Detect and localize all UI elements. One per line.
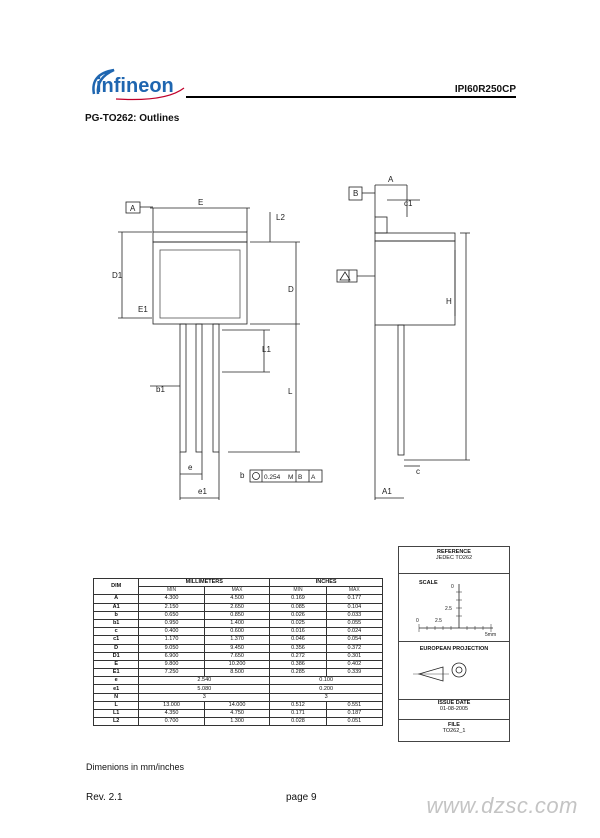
file-section xyxy=(399,719,509,741)
mm-max-cell: 9.450 xyxy=(204,644,270,652)
tol-m: M xyxy=(288,474,294,481)
table-header-row xyxy=(94,579,383,587)
in-min-cell: 0.026 xyxy=(270,611,326,619)
mm-max-cell: 4.500 xyxy=(204,595,270,603)
mm-min-cell: 7.250 xyxy=(139,669,205,677)
dim-cell: A1 xyxy=(94,603,139,611)
table-row xyxy=(94,677,383,685)
reference-box xyxy=(398,546,510,742)
mm-span-cell: 2.540 xyxy=(139,677,270,685)
scale-tick-25-top: 2.5 xyxy=(445,606,452,612)
mm-max-cell: 1.400 xyxy=(204,619,270,627)
label-e: e xyxy=(188,463,193,472)
in-max-cell: 0.187 xyxy=(326,710,382,718)
dim-cell: E xyxy=(94,660,139,668)
label-c1: c1 xyxy=(404,199,413,208)
dim-cell: b1 xyxy=(94,619,139,627)
table-row xyxy=(94,718,383,726)
dim-cell: L2 xyxy=(94,718,139,726)
scale-section xyxy=(399,573,509,641)
in-max-cell: 0.551 xyxy=(326,701,382,709)
dim-cell: D1 xyxy=(94,652,139,660)
mm-max-cell: 0.600 xyxy=(204,628,270,636)
section-title: PG-TO262: Outlines xyxy=(85,113,180,124)
tol-a: A xyxy=(311,474,316,481)
table-row xyxy=(94,595,383,603)
issue-section xyxy=(399,699,509,719)
dim-cell: N xyxy=(94,693,139,701)
mm-max-cell: 1.370 xyxy=(204,636,270,644)
table-row xyxy=(94,693,383,701)
in-min-cell: 0.386 xyxy=(270,660,326,668)
datum-b-label: B xyxy=(353,189,359,198)
in-max-cell: 0.051 xyxy=(326,718,382,726)
in-header: INCHES xyxy=(270,579,383,587)
file-value: TO262_1 xyxy=(442,728,466,734)
reference-value: JEDEC TO262 xyxy=(435,555,473,561)
label-L: L xyxy=(288,387,293,396)
part-number: IPI60R250CP xyxy=(454,84,516,95)
table-row xyxy=(94,603,383,611)
revision: Rev. 2.1 xyxy=(86,792,123,803)
mm-min-cell: 9.800 xyxy=(139,660,205,668)
mm-min-cell: 9.050 xyxy=(139,644,205,652)
watermark: www.dzsc.com xyxy=(426,793,578,818)
mm-max-cell: 14.000 xyxy=(204,701,270,709)
label-E: E xyxy=(198,198,204,207)
package-inner xyxy=(160,250,240,318)
dimensions-table xyxy=(93,578,383,726)
tab-top xyxy=(153,232,247,242)
sub-in-min: MIN xyxy=(270,587,326,595)
dim-cell: e xyxy=(94,677,139,685)
reference-section xyxy=(399,549,509,573)
mm-span-cell: 5.080 xyxy=(139,685,270,693)
in-min-cell: 0.285 xyxy=(270,669,326,677)
dim-cell: c1 xyxy=(94,636,139,644)
mm-min-cell: 6.900 xyxy=(139,652,205,660)
dim-cell: b xyxy=(94,611,139,619)
projection-section xyxy=(399,641,509,699)
in-min-cell: 0.171 xyxy=(270,710,326,718)
in-max-cell: 0.402 xyxy=(326,660,382,668)
mm-max-cell: 2.650 xyxy=(204,603,270,611)
tolerance-value: 0.254 xyxy=(264,474,281,481)
mm-min-cell: 4.300 xyxy=(139,595,205,603)
label-c: c xyxy=(416,467,420,476)
sub-mm-min: MIN xyxy=(139,587,205,595)
side-tab xyxy=(375,217,387,233)
in-max-cell: 0.339 xyxy=(326,669,382,677)
table-row xyxy=(94,628,383,636)
mm-max-cell: 8.500 xyxy=(204,669,270,677)
mm-max-cell: 4.750 xyxy=(204,710,270,718)
dim-cell: L xyxy=(94,701,139,709)
dim-cell: E1 xyxy=(94,669,139,677)
label-D1: D1 xyxy=(112,271,123,280)
in-max-cell: 0.301 xyxy=(326,652,382,660)
scale-tick-25-left: 2.5 xyxy=(435,618,442,624)
in-min-cell: 0.356 xyxy=(270,644,326,652)
dim-cell: D xyxy=(94,644,139,652)
label-D: D xyxy=(288,285,294,294)
reference-label: REFERENCE xyxy=(437,549,471,555)
in-max-cell: 0.104 xyxy=(326,603,382,611)
label-b1: b1 xyxy=(156,385,165,394)
dim-cell: c xyxy=(94,628,139,636)
mm-max-cell: 1.300 xyxy=(204,718,270,726)
projection-label: EUROPEAN PROJECTION xyxy=(419,646,489,652)
package-body xyxy=(153,242,247,324)
lead-right xyxy=(213,324,219,452)
dim-cell: L1 xyxy=(94,710,139,718)
in-min-cell: 0.272 xyxy=(270,652,326,660)
table-row xyxy=(94,685,383,693)
lead-left xyxy=(180,324,186,452)
sub-mm-max: MAX xyxy=(204,587,270,595)
in-max-cell: 0.055 xyxy=(326,619,382,627)
dimensions-note: Dimenions in mm/inches xyxy=(86,762,185,772)
mm-min-cell: 0.400 xyxy=(139,628,205,636)
in-span-cell: 0.100 xyxy=(270,677,383,685)
mm-min-cell: 0.650 xyxy=(139,611,205,619)
label-e1: e1 xyxy=(198,487,207,496)
file-label: FILE xyxy=(448,722,460,728)
table-row xyxy=(94,701,383,709)
side-lead xyxy=(398,325,404,455)
in-min-cell: 0.046 xyxy=(270,636,326,644)
label-A: A xyxy=(388,175,394,184)
projection-symbol xyxy=(399,654,509,694)
label-E1: E1 xyxy=(138,305,148,314)
label-L2: L2 xyxy=(276,213,285,222)
in-max-cell: 0.177 xyxy=(326,595,382,603)
in-max-cell: 0.054 xyxy=(326,636,382,644)
scale-label: SCALE xyxy=(419,580,438,586)
in-span-cell: 3 xyxy=(270,693,383,701)
in-min-cell: 0.512 xyxy=(270,701,326,709)
logo-text: infineon xyxy=(96,75,174,97)
label-A1: A1 xyxy=(382,487,392,496)
mm-max-cell: 0.850 xyxy=(204,611,270,619)
table-row xyxy=(94,636,383,644)
label-H: H xyxy=(446,297,452,306)
dim-cell: A xyxy=(94,595,139,603)
lead-mid xyxy=(196,324,202,452)
scale-tick-0-top: 0 xyxy=(451,584,454,590)
mm-min-cell: 4.350 xyxy=(139,710,205,718)
in-min-cell: 0.016 xyxy=(270,628,326,636)
table-row xyxy=(94,710,383,718)
side-top xyxy=(375,233,455,241)
mm-min-cell: 1.170 xyxy=(139,636,205,644)
table-row xyxy=(94,611,383,619)
mm-min-cell: 0.950 xyxy=(139,619,205,627)
mm-header: MILLIMETERS xyxy=(139,579,270,587)
table-row xyxy=(94,669,383,677)
issue-value: 01-08-2005 xyxy=(439,706,469,712)
mm-min-cell: 2.150 xyxy=(139,603,205,611)
in-max-cell: 0.024 xyxy=(326,628,382,636)
tol-b: B xyxy=(298,474,303,481)
issue-label: ISSUE DATE xyxy=(437,700,471,706)
table-row xyxy=(94,660,383,668)
datum-a-label: A xyxy=(130,204,136,213)
scale-tick-5mm: 5mm xyxy=(485,632,497,637)
sub-in-max: MAX xyxy=(326,587,382,595)
table-row xyxy=(94,652,383,660)
in-max-cell: 0.033 xyxy=(326,611,382,619)
scale-tick-0-left: 0 xyxy=(416,618,419,624)
dim-cell: e1 xyxy=(94,685,139,693)
mm-max-cell: 7.650 xyxy=(204,652,270,660)
table-row xyxy=(94,619,383,627)
in-min-cell: 0.028 xyxy=(270,718,326,726)
in-max-cell: 0.372 xyxy=(326,644,382,652)
scale-graphic xyxy=(399,582,509,637)
mm-min-cell: 13.000 xyxy=(139,701,205,709)
dim-header: DIM xyxy=(94,579,139,595)
label-L1: L1 xyxy=(262,345,271,354)
label-b: b xyxy=(240,471,245,480)
in-span-cell: 0.200 xyxy=(270,685,383,693)
page-number: page 9 xyxy=(286,792,317,803)
mm-min-cell: 0.700 xyxy=(139,718,205,726)
side-body xyxy=(375,241,455,325)
in-min-cell: 0.085 xyxy=(270,603,326,611)
in-min-cell: 0.169 xyxy=(270,595,326,603)
mm-max-cell: 10.200 xyxy=(204,660,270,668)
in-min-cell: 0.025 xyxy=(270,619,326,627)
table-row xyxy=(94,644,383,652)
mm-span-cell: 3 xyxy=(139,693,270,701)
